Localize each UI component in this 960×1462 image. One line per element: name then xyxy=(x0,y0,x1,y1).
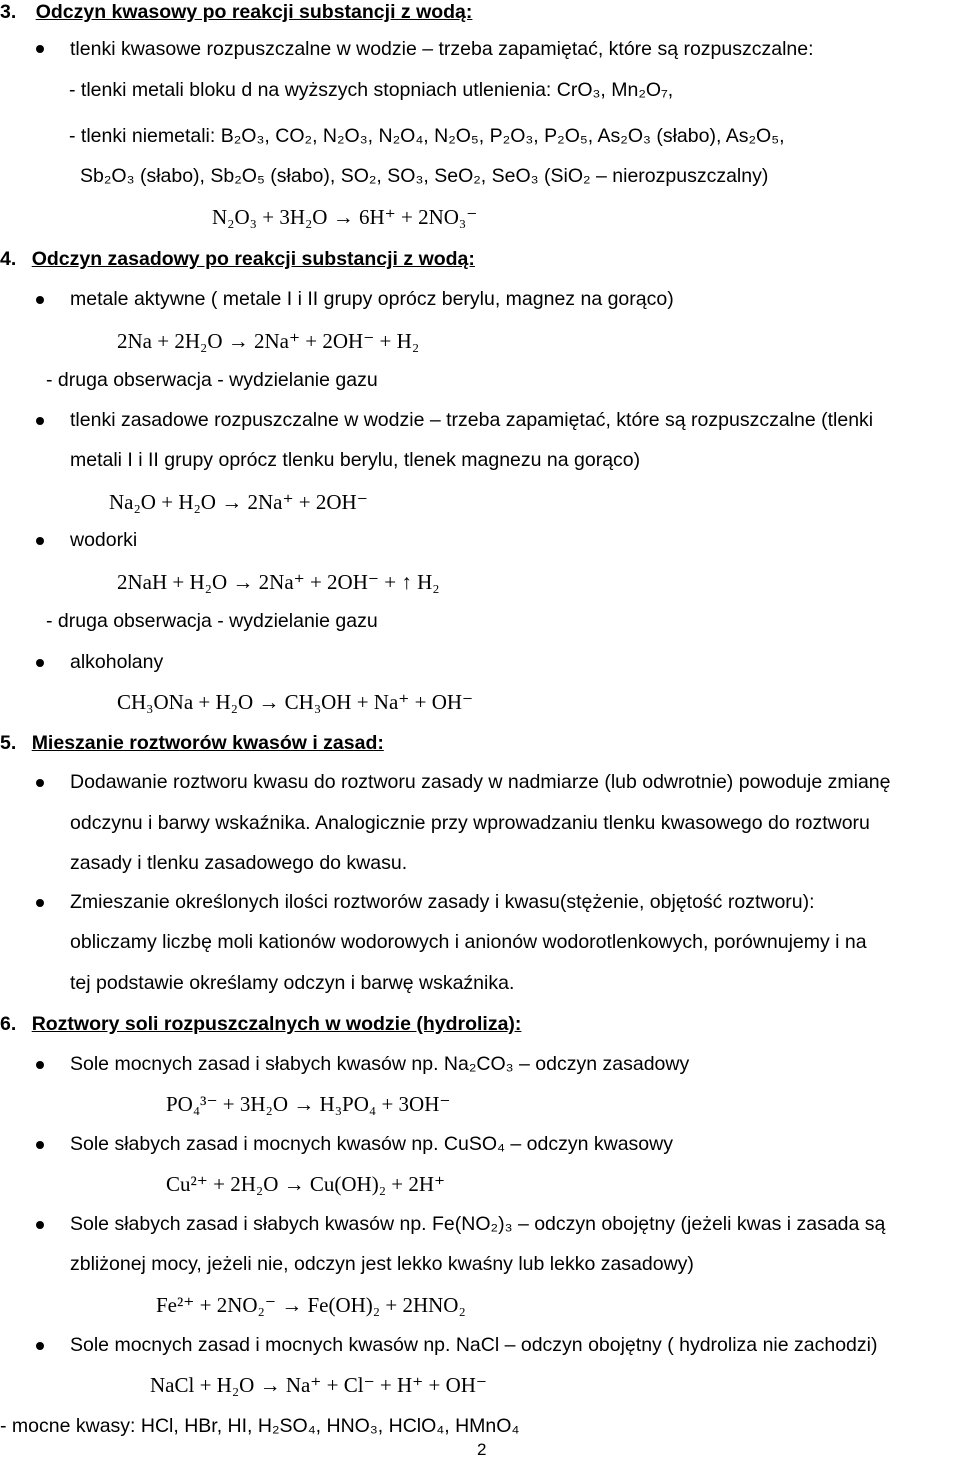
section-5-heading xyxy=(0,731,384,755)
bullet-icon xyxy=(36,899,44,907)
paragraph-line: Sole mocnych zasad i słabych kwasów np. Na₂CO₃ – odczyn zasadowy xyxy=(70,1053,690,1075)
section-3-heading xyxy=(0,0,472,24)
paragraph-line: Sole słabych zasad i mocnych kwasów np. CuSO₄ – odczyn kwasowy xyxy=(70,1133,673,1155)
paragraph-line: tej podstawie określamy odczyn i barwę wskaźnika. xyxy=(70,972,515,994)
section-number: 5. xyxy=(0,732,17,754)
paragraph-line: zasady i tlenku zasadowego do kwasu. xyxy=(70,852,408,874)
section-title: Odczyn zasadowy po reakcji substancji z wodą: xyxy=(31,248,475,270)
paragraph-line: metale aktywne ( metale I i II grupy oprócz berylu, magnez na gorąco) xyxy=(70,288,674,310)
bullet-icon xyxy=(36,417,44,425)
bullet-icon xyxy=(36,45,44,53)
bullet-icon xyxy=(36,1221,44,1229)
paragraph-line: wodorki xyxy=(70,529,138,551)
paragraph-line: Dodawanie roztworu kwasu do roztworu zasady w nadmiarze (lub odwrotnie) powoduje zmianę xyxy=(70,771,891,793)
paragraph-line: - mocne kwasy: HCl, HBr, HI, H₂SO₄, HNO₃, HClO₄, HMnO₄ xyxy=(0,1415,520,1437)
equation: Fe²⁺ + 2NO₂⁻ → Fe(OH)₂ + 2HNO₂ xyxy=(156,1293,466,1317)
paragraph-line: obliczamy liczbę moli kationów wodorowych i anionów wodorotlenkowych, porównujemy i na xyxy=(70,931,867,953)
bullet-icon xyxy=(36,537,44,545)
bullet-icon xyxy=(36,296,44,304)
equation: NaCl + H₂O → Na⁺ + Cl⁻ + H⁺ + OH⁻ xyxy=(150,1373,488,1397)
equation: 2NaH + H₂O → 2Na⁺ + 2OH⁻ + ↑ H₂ xyxy=(117,570,440,594)
paragraph-line: tlenki kwasowe rozpuszczalne w wodzie – trzeba zapamiętać, które są rozpuszczalne: xyxy=(70,38,814,60)
bullet-icon xyxy=(36,1141,44,1149)
paragraph-line: Zmieszanie określonych ilości roztworów zasady i kwasu(stężenie, objętość roztworu): xyxy=(70,891,815,913)
paragraph-line: alkoholany xyxy=(70,651,164,673)
bullet-icon xyxy=(36,1061,44,1069)
equation: 2Na + 2H₂O → 2Na⁺ + 2OH⁻ + H₂ xyxy=(117,329,420,353)
paragraph-line: Sole mocnych zasad i mocnych kwasów np. NaCl – odczyn obojętny ( hydroliza nie zachodzi) xyxy=(70,1334,878,1356)
equation: Cu²⁺ + 2H₂O → Cu(OH)₂ + 2H⁺ xyxy=(166,1172,446,1196)
paragraph-line: metali I i II grupy oprócz tlenku berylu, tlenek magnezu na gorąco) xyxy=(70,449,641,471)
paragraph-line: Sb₂O₃ (słabo), Sb₂O₅ (słabo), SO₂, SO₃, SeO₂, SeO₃ (SiO₂ – nierozpuszczalny) xyxy=(80,165,769,187)
section-title: Roztwory soli rozpuszczalnych w wodzie (hydroliza): xyxy=(31,1013,522,1035)
equation: CH₃ONa + H₂O → CH₃OH + Na⁺ + OH⁻ xyxy=(117,690,474,714)
equation: Na₂O + H₂O → 2Na⁺ + 2OH⁻ xyxy=(109,490,368,514)
paragraph-line: - druga obserwacja - wydzielanie gazu xyxy=(46,369,378,391)
paragraph-line: - druga obserwacja - wydzielanie gazu xyxy=(46,610,378,632)
paragraph-line: tlenki zasadowe rozpuszczalne w wodzie – trzeba zapamiętać, które są rozpuszczalne (tlenki xyxy=(70,409,874,431)
section-number: 3. xyxy=(0,1,17,23)
equation: N₂O₃ + 3H₂O → 6H⁺ + 2NO₃⁻ xyxy=(212,205,478,229)
paragraph-line: Sole słabych zasad i słabych kwasów np. Fe(NO₂)₃ – odczyn obojętny (jeżeli kwas i zasada są xyxy=(70,1213,886,1235)
paragraph-line: odczynu i barwy wskaźnika. Analogicznie przy wprowadzaniu tlenku kwasowego do roztworu xyxy=(70,812,870,834)
bullet-icon xyxy=(36,1342,44,1350)
section-title: Mieszanie roztworów kwasów i zasad: xyxy=(31,732,384,754)
equation: PO₄³⁻ + 3H₂O → H₃PO₄ + 3OH⁻ xyxy=(166,1092,451,1116)
bullet-icon xyxy=(36,779,44,787)
section-number: 6. xyxy=(0,1013,17,1035)
paragraph-line: - tlenki niemetali: B₂O₃, CO₂, N₂O₃, N₂O₄, N₂O₅, P₂O₃, P₂O₅, As₂O₃ (słabo), As₂O₅, xyxy=(69,125,785,147)
section-6-heading xyxy=(0,1012,521,1036)
paragraph-line: zbliżonej mocy, jeżeli nie, odczyn jest lekko kwaśny lub lekko zasadowy) xyxy=(70,1253,694,1275)
paragraph-line: - tlenki metali bloku d na wyższych stopniach utlenienia: CrO₃, Mn₂O₇, xyxy=(69,79,674,101)
section-title: Odczyn kwasowy po reakcji substancji z wodą: xyxy=(35,1,473,23)
section-number: 4. xyxy=(0,248,17,270)
bullet-icon xyxy=(36,659,44,667)
page-number: 2 xyxy=(477,1440,487,1459)
section-4-heading xyxy=(0,247,475,271)
